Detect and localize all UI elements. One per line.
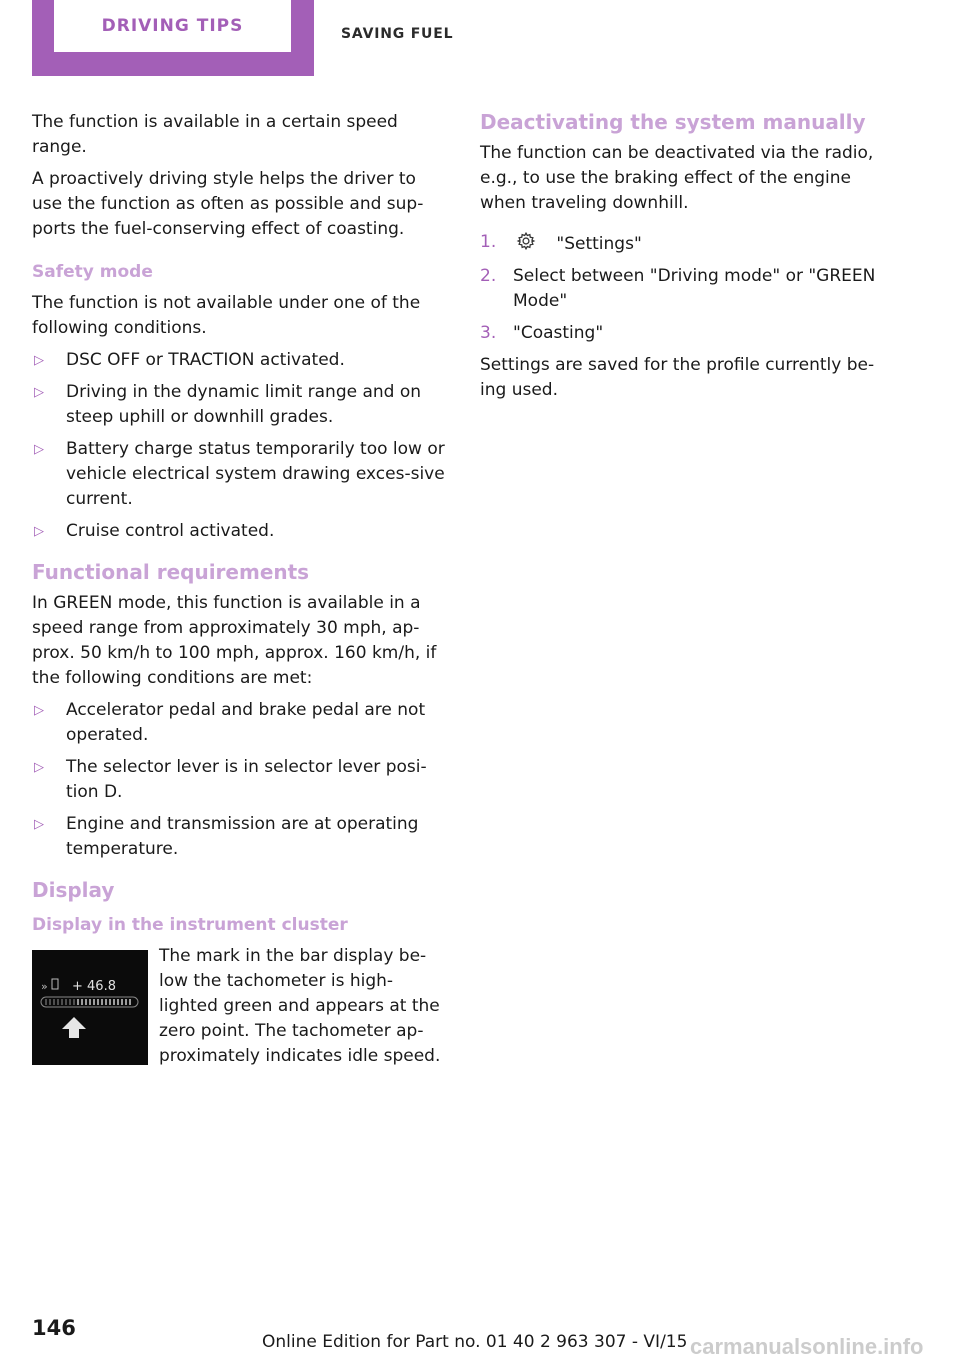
triangle-bullet-icon: ▷ [34,703,44,718]
arrow-up-icon [62,1017,86,1038]
display-heading: Display [32,878,115,902]
list-item [32,437,446,512]
safety-mode-text: The function is not available under one of the following conditions. [32,293,421,338]
list-item-text: Cruise control activated. [66,521,275,541]
intro-paragraph-1: The function is available in a certain speed range. [32,112,398,157]
triangle-bullet-icon: ▷ [34,385,44,400]
list-item [32,812,446,862]
step-number: 2. [480,266,497,286]
deactivating-heading: Deactivating the system manually [480,110,866,134]
list-item [32,519,446,544]
triangle-bullet-icon: ▷ [34,442,44,457]
step-item [480,230,900,257]
tachometer-ticks [46,999,130,1005]
step-text: "Settings" [556,234,642,254]
functional-requirements-text: In GREEN mode, this function is available in a speed range from approximately 30 mph, ap‐prox. 50 km/h to 100 mph, approx. 160 km/h, if the following conditions are met: [32,593,437,688]
list-item-text: The selector lever is in selector lever posi‐tion D. [66,757,427,802]
safety-conditions-list [32,348,446,544]
fuel-pump-icon [52,979,58,989]
functional-requirements-heading: Functional requirements [32,560,310,584]
list-item-text: Battery charge status temporarily too low or vehicle electrical system drawing exces‐sive current. [66,439,445,509]
instrument-cluster-image [32,950,148,1065]
safety-mode-heading: Safety mode [32,262,153,282]
step-item [480,264,900,314]
gear-icon [515,230,537,252]
subsection-label: SAVING FUEL [341,26,454,42]
settings-saved-text: Settings are saved for the profile currently be‐ing used. [480,355,875,400]
edition-footer: Online Edition for Part no. 01 40 2 963 307 - VI/15 [262,1332,688,1352]
step-item [480,321,900,346]
section-tab-inner [54,0,291,52]
list-item [32,380,446,430]
cluster-display-block [32,944,446,1074]
right-column [480,110,900,410]
cluster-description: The mark in the bar display be‐low the tachometer is high‐lighted green and appears at the zero point. The tachometer ap‐proximately indicates idle speed. [159,946,441,1066]
left-column [32,110,446,1074]
step-number: 3. [480,323,497,343]
cluster-display-graphic [32,950,148,1065]
list-item [32,755,446,805]
list-item-text: Engine and transmission are at operating temperature. [66,814,419,859]
triangle-bullet-icon: ▷ [34,760,44,775]
triangle-bullet-icon: ▷ [34,817,44,832]
watermark: carmanualsonline.info [690,1334,924,1359]
step-text: "Coasting" [513,323,604,343]
intro-paragraph-2: A proactively driving style helps the driver to use the function as often as possible and sup‐ports the fuel-conserving effect of coasting. [32,169,424,239]
deactivating-text: The function can be deactivated via the radio, e.g., to use the braking effect of the engine when traveling downhill. [480,143,874,213]
list-item [32,698,446,748]
list-item [32,348,446,373]
cluster-readout: + 46.8 [72,979,116,994]
instrument-cluster-heading: Display in the instrument cluster [32,915,348,935]
section-tab [32,0,314,76]
list-item-text: Driving in the dynamic limit range and on steep uphill or downhill grades. [66,382,422,427]
svg-text:»: » [41,980,48,993]
step-text: Select between "Driving mode" or "GREEN Mode" [513,266,876,311]
triangle-bullet-icon: ▷ [34,353,44,368]
step-number: 1. [480,232,497,252]
list-item-text: Accelerator pedal and brake pedal are not operated. [66,700,426,745]
triangle-bullet-icon: ▷ [34,524,44,539]
list-item-text: DSC OFF or TRACTION activated. [66,350,345,370]
deactivation-steps [480,230,900,346]
page-number: 146 [32,1316,76,1340]
section-tab-label: DRIVING TIPS [101,16,244,36]
functional-requirements-list [32,698,446,862]
